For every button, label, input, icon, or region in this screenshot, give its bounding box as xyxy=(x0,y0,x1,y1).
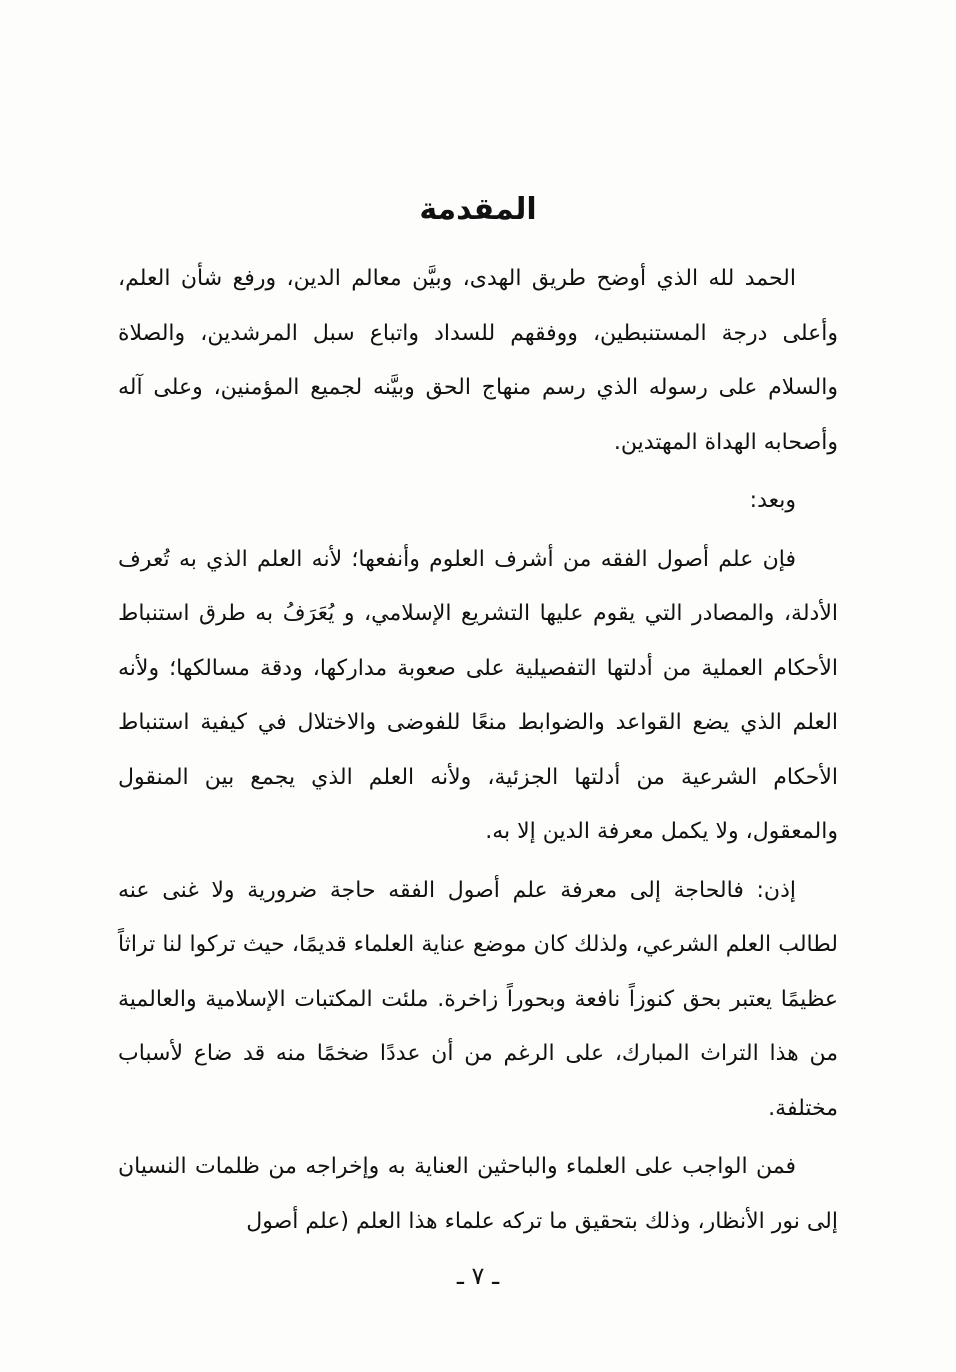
paragraph-introduction: الحمد لله الذي أوضح طريق الهدى، وبيَّن معالم الدين، ورفع شأن العلم، وأعلى درجة المستنبطين، ووفقهم للسداد واتباع سبل المرشدين، والصلاة والسلام على رسوله الذي رسم منهاج الحق وبيَّنه لجميع المؤمنين، وعلى آله وأصحابه الهداة المهتدين. xyxy=(118,266,838,455)
paragraph-importance: فإن علم أصول الفقه من أشرف العلوم وأنفعها؛ لأنه العلم الذي به تُعرف الأدلة، والمصادر التي يقوم عليها التشريع الإسلامي، و يُعَرَفُ به طرق استنباط الأحكام العملية من أدلتها التفصيلية على صعوبة مداركها، ودقة مسالكها؛ ولأنه العلم الذي يضع القواعد والضوابط منعًا للفوضى والاختلال في كيفية استنباط الأحكام الشرعية من أدلتها الجزئية، ولأنه العلم الذي يجمع بين المنقول والمعقول، ولا يكمل معرفة الدين إلا به. xyxy=(118,546,838,844)
paragraph-wa-bad: وبعد: xyxy=(749,488,796,513)
main-text xyxy=(118,252,838,1249)
paragraph-duty: فمن الواجب على العلماء والباحثين العناية به وإخراجه من ظلمات النسيان إلى نور الأنظار، وذلك بتحقيق ما تركه علماء هذا العلم (علم أصول xyxy=(118,1154,838,1234)
page-title: المقدمة xyxy=(419,192,537,227)
paragraph-necessity: إذن: فالحاجة إلى معرفة علم أصول الفقه حاجة ضرورية ولا غنى عنه لطالب العلم الشرعي، ولذلك كان موضع عناية العلماء قديمًا، حيث تركوا لنا تراثاً عظيمًا يعتبر بحق كنوزاً نافعة وبحوراً زاخرة. ملئت المكتبات الإسلامية والعالمية من هذا التراث المبارك، على الرغم من أن عددًا ضخمًا منه قد ضاع لأسباب مختلفة. xyxy=(118,877,838,1121)
page-number: ـ ٧ ـ xyxy=(456,1262,500,1290)
